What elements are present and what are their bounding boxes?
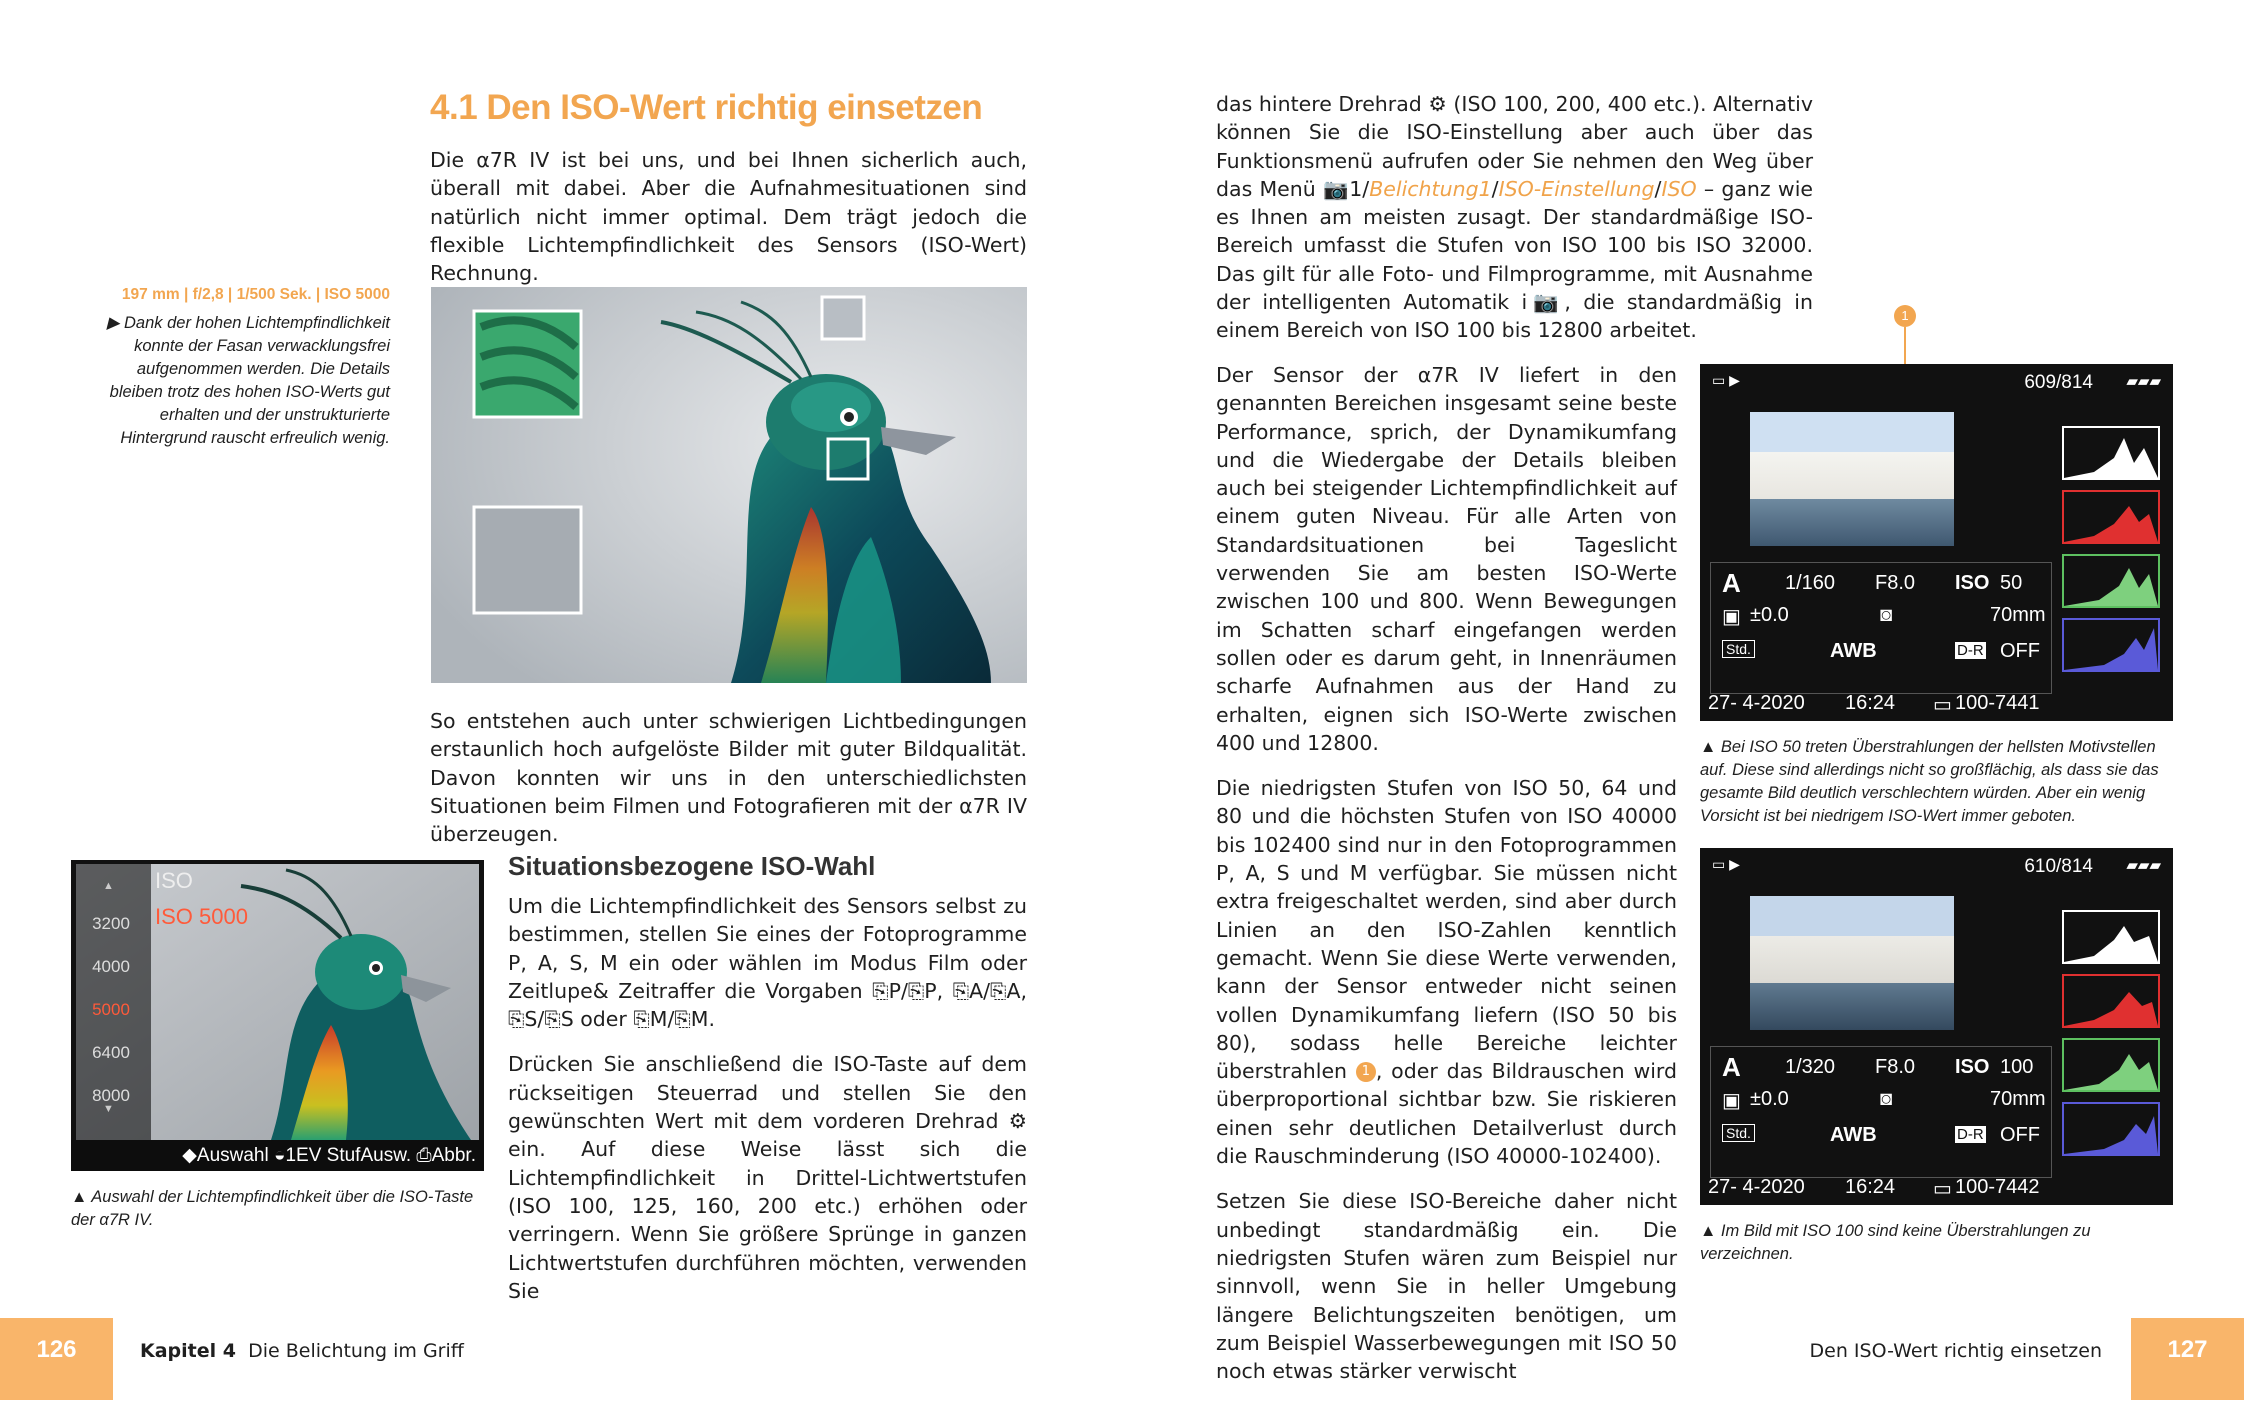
display-time: 16:24 — [1845, 692, 1896, 714]
display-shutter: 1/160 — [1785, 572, 1836, 594]
iso-menu-screen — [71, 860, 484, 1171]
intro-text: Die α7R IV ist bei uns, und bei Ihnen sicherlich auch, überall mit dabei. Aber die Aufnahmesituationen sind natürlich nicht immer optimal. Dem trägt jedoch die flexible Lichtempfindlichkeit des Sensors (ISO-Wert) Rechnung. — [430, 148, 1027, 286]
marker-1-inline: 1 — [1356, 1062, 1376, 1082]
after-photo-paragraph — [430, 707, 1027, 865]
iso-down-arrow[interactable]: ▼ — [103, 1103, 114, 1115]
iso-value-list[interactable] — [81, 902, 141, 1117]
display-wb: AWB — [1830, 640, 1877, 662]
iso-menu-title: ISO — [155, 868, 193, 893]
display-iso: 100 — [2000, 1056, 2034, 1078]
display-iso: 50 — [2000, 572, 2023, 594]
iso-menu-current: ISO 5000 — [155, 904, 248, 929]
pheasant-photo — [431, 287, 1027, 683]
para-iso-button: Drücken Sie anschließend die ISO-Taste auf dem rückseitigen Steuerrad und stellen Sie den gewünschten Wert mit dem vorderen Drehrad ⚙ ein. Auf diese Weise lässt sich die Lichtempfindlichkeit in Drittel-Lichtwertstufen (ISO 100, 125, 160, 200 etc.) erhöhen oder verringern. Wenn Sie größere Sprünge in ganzen Lichtwertstufen durchführen möchten, verwenden Sie — [508, 1052, 1027, 1303]
display-mode-icons: ▭ ▶ — [1712, 372, 1740, 388]
subheading: Situationsbezogene ISO-Wahl — [508, 851, 876, 881]
display-shutter: 1/320 — [1785, 1056, 1836, 1078]
para-low-high-iso — [1216, 774, 1677, 1170]
para-usage: Setzen Sie diese ISO-Bereiche daher nicht unbedingt standardmäßig ein. Die niedrigsten Stufen wären zum Beispiel nur sinnvoll, wenn Sie in heller Umgebung längere Belichtungszeiten benötigen, um zum Beispiel Wasserbewegungen mit ISO 50 noch etwas stärker verwischt — [1216, 1189, 1677, 1384]
histogram-luminance — [2062, 426, 2160, 480]
para-programs: Um die Lichtempfindlichkeit des Sensors selbst zu bestimmen, stellen Sie eines der Fotoprogramme P, A, S, M ein oder wählen im Modus Film oder Zeitlupe& Zeitraffer die Vorgaben ⎘P/⎘P, ⎘A/⎘A, ⎘S/⎘S oder ⎘M/⎘M. — [508, 894, 1027, 1032]
display-date: 27- 4-2020 — [1708, 692, 1805, 714]
menu-path-separator: / — [1654, 176, 1662, 201]
histogram-blue — [2062, 618, 2160, 672]
display-ev: ±0.0 — [1750, 1088, 1789, 1110]
para-menu-path — [1216, 90, 1813, 345]
ev-icon: ▣ — [1722, 606, 1741, 628]
histogram-red — [2062, 974, 2160, 1028]
iso-up-arrow[interactable]: ▲ — [103, 880, 114, 892]
intro-paragraph — [430, 146, 1027, 304]
display-time: 16:24 — [1845, 1176, 1896, 1198]
histogram-green — [2062, 1038, 2160, 1092]
camera-display-iso100 — [1700, 848, 2173, 1205]
battery-icon: ▰▰▰ — [2126, 857, 2161, 874]
folder-icon: ▭ — [1933, 694, 1952, 716]
left-lower-column — [508, 851, 1027, 1322]
iso-value-option[interactable]: 6400 — [92, 1043, 130, 1062]
right-lower-column — [1216, 361, 1677, 1402]
folder-icon: ▭ — [1933, 1178, 1952, 1200]
iso-value-option[interactable]: 4000 — [92, 957, 130, 976]
display-exposure-mode: A — [1722, 568, 1741, 598]
display-counter: 610/814 — [2024, 856, 2093, 877]
metering-icon: ◙ — [1880, 1088, 1893, 1110]
display-ev: ±0.0 — [1750, 604, 1789, 626]
iso-menu-bottom-bar: ◆Auswahl ◒1EV StufAusw. ⎙Abbr. — [182, 1145, 476, 1166]
display-iso-label: ISO — [1955, 572, 1990, 594]
para-performance: Der Sensor der α7R IV liefert in den genannten Bereichen insgesamt seine beste Performance, sprich, der Dynamikumfang und die Wiedergabe der Details bleiben auch bei steigender Lichtempfindlichkeit auf einem guten Niveau. Für alle Arten von Standardsituationen bei Tageslicht verwenden Sie am besten ISO-Werte zwischen 100 und 800. Wenn Bewegungen im Schatten scharf eingefangen werden sollen oder es darum geht, in Innenräumen scharfe Aufnahmen aus der Hand zu erhalten, eignen sich ISO-Werte zwischen 400 und 12800. — [1216, 363, 1677, 755]
iso-value-option[interactable]: 5000 — [92, 1000, 130, 1019]
display-aperture: F8.0 — [1875, 1056, 1916, 1078]
display-exposure-mode: A — [1722, 1052, 1741, 1082]
iso-value-option[interactable]: 3200 — [92, 914, 130, 933]
display-dro: D-R — [1957, 1126, 1984, 1143]
menu-path-iso-einstellung: ISO-Einstellung — [1498, 176, 1655, 201]
camera-menu-icon: 📷1/ — [1323, 176, 1370, 201]
after-photo-text: So entstehen auch unter schwierigen Lichtbedingungen erstaunlich hoch aufgelöste Bilder mit guter Bildqualität. Davon konnten wir uns in den unterschiedlichsten Situationen beim Filmen und Fotografieren mit der α7R IV überzeugen. — [430, 709, 1027, 847]
display-counter: 609/814 — [2024, 372, 2093, 393]
display-aperture: F8.0 — [1875, 572, 1916, 594]
right-top-column — [1216, 90, 1813, 362]
page-number-right: 127 — [2131, 1318, 2244, 1400]
footer-chapter — [140, 1340, 464, 1362]
page-number-left: 126 — [0, 1318, 113, 1400]
histogram-red — [2062, 490, 2160, 544]
footer-chapter-label: Kapitel 4 — [140, 1340, 236, 1362]
display-focal: 70mm — [1990, 1088, 2046, 1110]
metering-icon: ◙ — [1880, 604, 1893, 626]
display-dro-value: OFF — [2000, 640, 2040, 662]
footer-chapter-title: Die Belichtung im Griff — [248, 1340, 464, 1362]
display-photo-thumb — [1750, 896, 1954, 1030]
marker-1: 1 — [1894, 305, 1916, 327]
display-dro-value: OFF — [2000, 1124, 2040, 1146]
menu-caption: ▲ Auswahl der Lichtempfindlichkeit über die ISO-Taste der α7R IV. — [71, 1188, 474, 1229]
display-dro: D-R — [1957, 642, 1984, 659]
para-low-high-iso-b: , oder das Bildrauschen wird überproportional sichtbar bzw. Sie riskieren einen sehr deutlichen Detailverlust durch die Rauschminderung (ISO 40000-102400). — [1216, 1059, 1677, 1169]
para-low-high-iso-a: Die niedrigsten Stufen von ISO 50, 64 und 80 und die höchsten Stufen von ISO 40000 bis 102400 sind nur in den Fotoprogrammen P, A, S und M verfügbar. Sie müssen nicht extra freigeschaltet werden, sind aber durch Linien an den ISO-Zahlen kenntlich gemacht. Wenn Sie diese Werte verwenden, kann der Sensor entweder nicht seinen vollen Dynamikumfang liefern (ISO 50 bis 80), sodass helle Bereiche leichter überstrahlen — [1216, 776, 1677, 1084]
footer-section-title: Den ISO-Wert richtig einsetzen — [1809, 1340, 2102, 1362]
battery-icon: ▰▰▰ — [2126, 373, 2161, 390]
menu-path-belichtung: Belichtung1 — [1369, 176, 1492, 201]
display-style: Std. — [1722, 640, 1755, 658]
ev-icon: ▣ — [1722, 1090, 1741, 1112]
display-date: 27- 4-2020 — [1708, 1176, 1805, 1198]
menu-path-intro: das hintere Drehrad ⚙ (ISO 100, 200, 400 etc.). Alternativ können Sie die ISO-Einstellung aber auch über das Funktionsmenü aufrufen oder Sie nehmen den Weg über das Menü — [1216, 92, 1813, 201]
pheasant-illustration — [431, 287, 1027, 683]
display-mode-icons: ▭ ▶ — [1712, 856, 1740, 872]
histogram-green — [2062, 554, 2160, 608]
menu-path-iso: ISO — [1661, 176, 1697, 201]
display1-caption: ▲ Bei ISO 50 treten Überstrahlungen der hellsten Motivstellen auf. Diese sind allerdings nicht so großflächig, als dass sie das gesamte Bild deutlich verschlechtern würden. Aber ein wenig Vorsicht ist bei niedrigem ISO-Wert immer geboten. — [1700, 738, 2159, 825]
photo-caption: ▶ Dank der hohen Lichtempfindlichkeit konnte der Fasan verwacklungsfrei aufgenommen werden. Die Details bleiben trotz des hohen ISO-Werts gut erhalten und der unstrukturierte Hintergrund rauscht erfreulich wenig. — [106, 314, 390, 447]
menu-path-separator: / — [1491, 176, 1499, 201]
histogram-blue — [2062, 1102, 2160, 1156]
display-photo-thumb — [1750, 412, 1954, 546]
section-heading: 4.1 Den ISO-Wert richtig einsetzen — [430, 88, 983, 127]
display-focal: 70mm — [1990, 604, 2046, 626]
histogram-luminance — [2062, 910, 2160, 964]
display-wb: AWB — [1830, 1124, 1877, 1146]
display2-caption: ▲ Im Bild mit ISO 100 sind keine Überstrahlungen zu verzeichnen. — [1700, 1222, 2091, 1263]
iso-value-option[interactable]: 8000 — [92, 1086, 130, 1105]
display-style: Std. — [1722, 1124, 1755, 1142]
photo-exif: 197 mm | f/2,8 | 1/500 Sek. | ISO 5000 — [121, 286, 390, 303]
menu-path-rest: – ganz wie es Ihnen am meisten zusagt. Der standardmäßige ISO-Bereich umfasst die Stufen von ISO 100 bis ISO 32000. Das gilt für alle Foto- und Filmprogramme, mit Ausnahme der intelligenten Automatik i📷, die standardmäßig in einem Bereich von ISO 100 bis 12800 arbeitet. — [1216, 176, 1813, 343]
display-iso-label: ISO — [1955, 1056, 1990, 1078]
camera-display-iso50 — [1700, 364, 2173, 721]
display-file: 100-7442 — [1955, 1176, 2040, 1198]
display-file: 100-7441 — [1955, 692, 2040, 714]
